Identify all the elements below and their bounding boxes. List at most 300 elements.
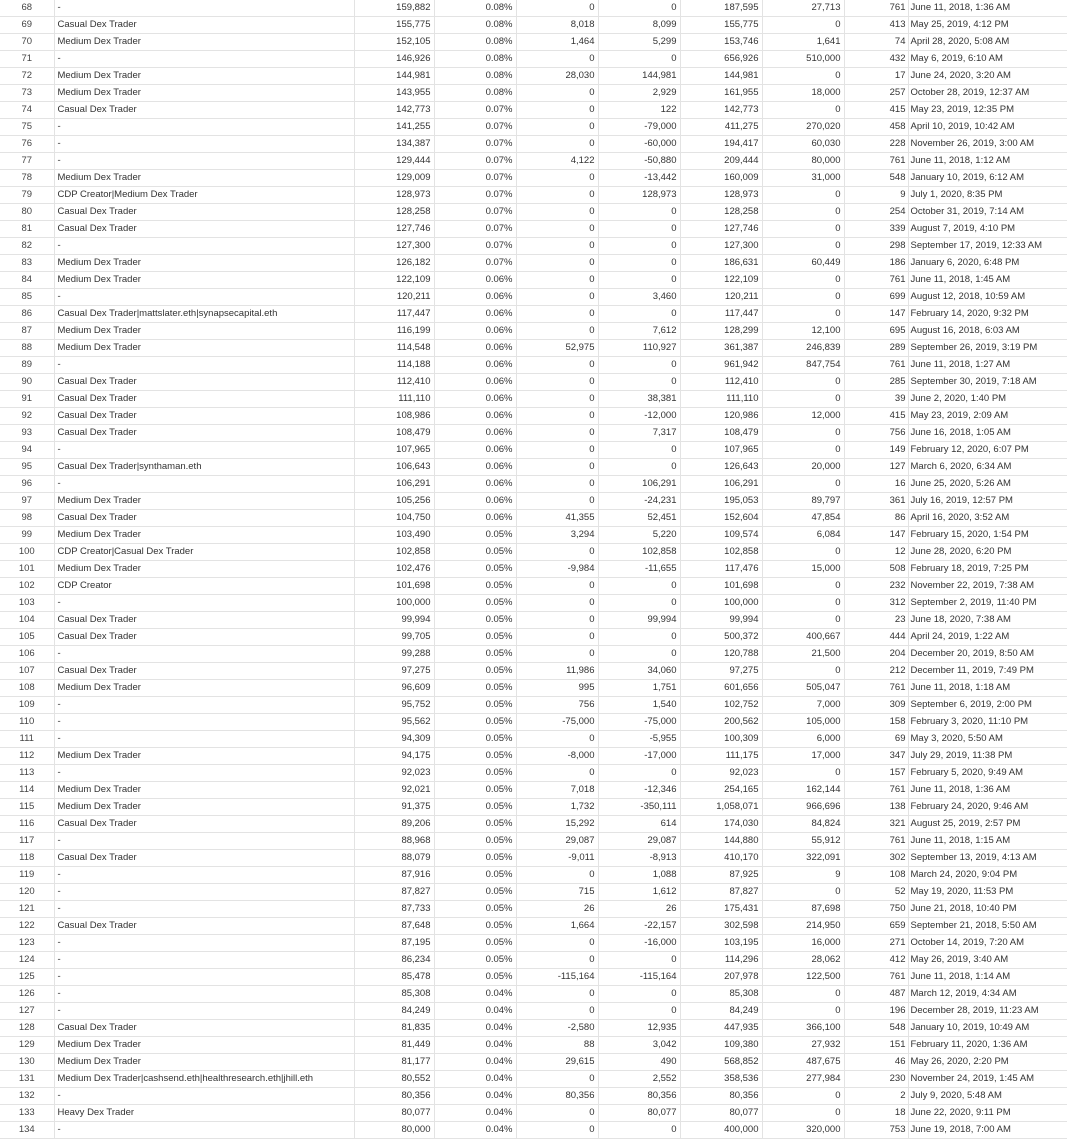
cell-share-percent: 0.06% — [434, 493, 516, 510]
table-row — [0, 867, 1067, 884]
cell-change-b: 0 — [598, 51, 680, 68]
cell-row-index: 131 — [0, 1071, 54, 1088]
cell-change-a: 0 — [516, 595, 598, 612]
cell-change-b: 0 — [598, 459, 680, 476]
cell-share-percent: 0.05% — [434, 544, 516, 561]
cell-row-index: 100 — [0, 544, 54, 561]
cell-change-a: -115,164 — [516, 969, 598, 986]
cell-age-days: 138 — [844, 799, 908, 816]
cell-change-a: 0 — [516, 612, 598, 629]
table-row — [0, 153, 1067, 170]
cell-address-label: - — [54, 357, 354, 374]
cell-total-sent: 400,667 — [762, 629, 844, 646]
cell-first-seen-date: February 15, 2020, 1:54 PM — [908, 527, 1067, 544]
cell-total-received: 120,211 — [680, 289, 762, 306]
cell-change-b: 80,077 — [598, 1105, 680, 1122]
table-row — [0, 646, 1067, 663]
cell-change-b: 0 — [598, 306, 680, 323]
cell-age-days: 9 — [844, 187, 908, 204]
cell-age-days: 339 — [844, 221, 908, 238]
cell-age-days: 695 — [844, 323, 908, 340]
cell-total-sent: 27,713 — [762, 0, 844, 17]
cell-total-received: 102,858 — [680, 544, 762, 561]
cell-total-sent: 0 — [762, 221, 844, 238]
cell-total-sent: 6,084 — [762, 527, 844, 544]
cell-balance: 84,249 — [354, 1003, 434, 1020]
cell-balance: 80,356 — [354, 1088, 434, 1105]
cell-total-received: 84,249 — [680, 1003, 762, 1020]
cell-row-index: 115 — [0, 799, 54, 816]
cell-change-b: 0 — [598, 765, 680, 782]
cell-total-received: 175,431 — [680, 901, 762, 918]
cell-balance: 80,552 — [354, 1071, 434, 1088]
cell-total-received: 80,356 — [680, 1088, 762, 1105]
cell-age-days: 228 — [844, 136, 908, 153]
cell-address-label: - — [54, 714, 354, 731]
table-row — [0, 170, 1067, 187]
cell-row-index: 83 — [0, 255, 54, 272]
cell-total-sent: 270,020 — [762, 119, 844, 136]
cell-total-received: 97,275 — [680, 663, 762, 680]
cell-share-percent: 0.05% — [434, 799, 516, 816]
table-row — [0, 884, 1067, 901]
cell-total-received: 108,479 — [680, 425, 762, 442]
table-row — [0, 1003, 1067, 1020]
cell-change-b: 1,612 — [598, 884, 680, 901]
cell-share-percent: 0.06% — [434, 289, 516, 306]
cell-total-sent: 0 — [762, 595, 844, 612]
cell-age-days: 761 — [844, 272, 908, 289]
cell-change-b: 3,460 — [598, 289, 680, 306]
cell-address-label: Medium Dex Trader — [54, 782, 354, 799]
cell-total-sent: 21,500 — [762, 646, 844, 663]
cell-change-a: -2,580 — [516, 1020, 598, 1037]
table-row — [0, 17, 1067, 34]
cell-address-label: Casual Dex Trader — [54, 204, 354, 221]
cell-address-label: - — [54, 986, 354, 1003]
cell-change-b: 0 — [598, 255, 680, 272]
table-row — [0, 119, 1067, 136]
cell-total-sent: 0 — [762, 68, 844, 85]
cell-total-received: 411,275 — [680, 119, 762, 136]
cell-address-label: Casual Dex Trader|synthaman.eth — [54, 459, 354, 476]
cell-total-received: 111,110 — [680, 391, 762, 408]
cell-change-b: 0 — [598, 221, 680, 238]
cell-age-days: 761 — [844, 153, 908, 170]
cell-first-seen-date: May 19, 2020, 11:53 PM — [908, 884, 1067, 901]
cell-address-label: Casual Dex Trader — [54, 425, 354, 442]
cell-change-a: 11,986 — [516, 663, 598, 680]
cell-change-a: 0 — [516, 1105, 598, 1122]
cell-address-label: - — [54, 935, 354, 952]
cell-share-percent: 0.07% — [434, 102, 516, 119]
cell-row-index: 103 — [0, 595, 54, 612]
cell-age-days: 761 — [844, 782, 908, 799]
cell-balance: 87,648 — [354, 918, 434, 935]
table-row — [0, 221, 1067, 238]
cell-change-a: 0 — [516, 1122, 598, 1139]
table-row — [0, 731, 1067, 748]
cell-age-days: 149 — [844, 442, 908, 459]
cell-change-b: 0 — [598, 578, 680, 595]
cell-change-b: 490 — [598, 1054, 680, 1071]
table-row — [0, 986, 1067, 1003]
cell-age-days: 39 — [844, 391, 908, 408]
cell-first-seen-date: February 5, 2020, 9:49 AM — [908, 765, 1067, 782]
cell-change-a: 0 — [516, 357, 598, 374]
cell-total-sent: 0 — [762, 476, 844, 493]
cell-row-index: 86 — [0, 306, 54, 323]
cell-age-days: 415 — [844, 102, 908, 119]
cell-change-b: -79,000 — [598, 119, 680, 136]
cell-total-received: 80,077 — [680, 1105, 762, 1122]
cell-age-days: 415 — [844, 408, 908, 425]
table-row — [0, 136, 1067, 153]
cell-share-percent: 0.05% — [434, 969, 516, 986]
cell-first-seen-date: October 31, 2019, 7:14 AM — [908, 204, 1067, 221]
cell-balance: 80,000 — [354, 1122, 434, 1139]
cell-row-index: 120 — [0, 884, 54, 901]
cell-change-b: 0 — [598, 646, 680, 663]
table-row — [0, 476, 1067, 493]
cell-age-days: 753 — [844, 1122, 908, 1139]
cell-total-sent: 16,000 — [762, 935, 844, 952]
table-row — [0, 1020, 1067, 1037]
cell-share-percent: 0.04% — [434, 1122, 516, 1139]
cell-balance: 106,643 — [354, 459, 434, 476]
cell-address-label: - — [54, 0, 354, 17]
cell-address-label: Casual Dex Trader — [54, 1020, 354, 1037]
cell-age-days: 309 — [844, 697, 908, 714]
cell-change-a: 29,087 — [516, 833, 598, 850]
cell-age-days: 127 — [844, 459, 908, 476]
cell-age-days: 432 — [844, 51, 908, 68]
cell-address-label: Medium Dex Trader — [54, 255, 354, 272]
cell-row-index: 97 — [0, 493, 54, 510]
cell-total-received: 128,299 — [680, 323, 762, 340]
cell-first-seen-date: June 22, 2020, 9:11 PM — [908, 1105, 1067, 1122]
cell-age-days: 361 — [844, 493, 908, 510]
cell-first-seen-date: January 6, 2020, 6:48 PM — [908, 255, 1067, 272]
cell-first-seen-date: May 25, 2019, 4:12 PM — [908, 17, 1067, 34]
cell-address-label: CDP Creator|Medium Dex Trader — [54, 187, 354, 204]
cell-age-days: 413 — [844, 17, 908, 34]
table-row — [0, 680, 1067, 697]
table-row — [0, 238, 1067, 255]
cell-change-b: 7,317 — [598, 425, 680, 442]
table-row — [0, 272, 1067, 289]
cell-row-index: 85 — [0, 289, 54, 306]
cell-change-b: 26 — [598, 901, 680, 918]
cell-address-label: Medium Dex Trader — [54, 680, 354, 697]
cell-change-b: 106,291 — [598, 476, 680, 493]
cell-first-seen-date: April 28, 2020, 5:08 AM — [908, 34, 1067, 51]
table-row — [0, 374, 1067, 391]
cell-balance: 99,288 — [354, 646, 434, 663]
cell-total-sent: 87,698 — [762, 901, 844, 918]
cell-balance: 155,775 — [354, 17, 434, 34]
table-row — [0, 204, 1067, 221]
cell-row-index: 69 — [0, 17, 54, 34]
table-row — [0, 391, 1067, 408]
cell-change-a: 0 — [516, 544, 598, 561]
cell-age-days: 196 — [844, 1003, 908, 1020]
cell-change-a: 0 — [516, 187, 598, 204]
cell-row-index: 78 — [0, 170, 54, 187]
cell-change-a: 4,122 — [516, 153, 598, 170]
cell-change-b: 1,751 — [598, 680, 680, 697]
cell-age-days: 312 — [844, 595, 908, 612]
cell-total-sent: 0 — [762, 204, 844, 221]
cell-balance: 91,375 — [354, 799, 434, 816]
cell-total-received: 209,444 — [680, 153, 762, 170]
cell-total-sent: 0 — [762, 238, 844, 255]
table-row — [0, 34, 1067, 51]
cell-balance: 111,110 — [354, 391, 434, 408]
cell-address-label: - — [54, 289, 354, 306]
cell-change-a: 0 — [516, 0, 598, 17]
cell-total-sent: 0 — [762, 442, 844, 459]
table-row — [0, 0, 1067, 17]
cell-total-received: 400,000 — [680, 1122, 762, 1139]
cell-first-seen-date: June 25, 2020, 5:26 AM — [908, 476, 1067, 493]
cell-share-percent: 0.06% — [434, 374, 516, 391]
cell-balance: 87,827 — [354, 884, 434, 901]
cell-share-percent: 0.08% — [434, 17, 516, 34]
cell-change-b: 0 — [598, 204, 680, 221]
cell-first-seen-date: February 24, 2020, 9:46 AM — [908, 799, 1067, 816]
cell-change-a: 0 — [516, 731, 598, 748]
cell-total-received: 152,604 — [680, 510, 762, 527]
cell-balance: 102,858 — [354, 544, 434, 561]
cell-change-b: 0 — [598, 0, 680, 17]
cell-row-index: 96 — [0, 476, 54, 493]
cell-change-b: 38,381 — [598, 391, 680, 408]
cell-balance: 87,195 — [354, 935, 434, 952]
cell-total-received: 107,965 — [680, 442, 762, 459]
cell-change-a: 715 — [516, 884, 598, 901]
table-row — [0, 918, 1067, 935]
cell-share-percent: 0.05% — [434, 629, 516, 646]
cell-first-seen-date: June 24, 2020, 3:20 AM — [908, 68, 1067, 85]
cell-address-label: Medium Dex Trader — [54, 493, 354, 510]
cell-address-label: - — [54, 969, 354, 986]
cell-first-seen-date: May 23, 2019, 2:09 AM — [908, 408, 1067, 425]
cell-first-seen-date: June 11, 2018, 1:18 AM — [908, 680, 1067, 697]
table-row — [0, 306, 1067, 323]
cell-first-seen-date: September 17, 2019, 12:33 AM — [908, 238, 1067, 255]
cell-row-index: 81 — [0, 221, 54, 238]
cell-total-sent: 55,912 — [762, 833, 844, 850]
cell-total-received: 155,775 — [680, 17, 762, 34]
cell-share-percent: 0.06% — [434, 272, 516, 289]
cell-row-index: 98 — [0, 510, 54, 527]
cell-change-a: 0 — [516, 391, 598, 408]
cell-change-b: 0 — [598, 442, 680, 459]
cell-row-index: 101 — [0, 561, 54, 578]
cell-total-sent: 487,675 — [762, 1054, 844, 1071]
cell-first-seen-date: July 16, 2019, 12:57 PM — [908, 493, 1067, 510]
cell-first-seen-date: June 2, 2020, 1:40 PM — [908, 391, 1067, 408]
cell-total-sent: 0 — [762, 374, 844, 391]
cell-total-sent: 12,000 — [762, 408, 844, 425]
cell-first-seen-date: May 26, 2019, 3:40 AM — [908, 952, 1067, 969]
cell-share-percent: 0.06% — [434, 459, 516, 476]
cell-balance: 143,955 — [354, 85, 434, 102]
cell-share-percent: 0.04% — [434, 986, 516, 1003]
cell-row-index: 99 — [0, 527, 54, 544]
cell-share-percent: 0.06% — [434, 306, 516, 323]
table-row — [0, 493, 1067, 510]
cell-change-a: 3,294 — [516, 527, 598, 544]
cell-total-received: 127,746 — [680, 221, 762, 238]
cell-change-a: 0 — [516, 867, 598, 884]
cell-change-a: -8,000 — [516, 748, 598, 765]
cell-total-received: 144,981 — [680, 68, 762, 85]
cell-total-received: 153,746 — [680, 34, 762, 51]
cell-balance: 112,410 — [354, 374, 434, 391]
cell-age-days: 756 — [844, 425, 908, 442]
cell-age-days: 147 — [844, 527, 908, 544]
table-row — [0, 1071, 1067, 1088]
cell-change-a: 26 — [516, 901, 598, 918]
cell-first-seen-date: October 14, 2019, 7:20 AM — [908, 935, 1067, 952]
cell-total-sent: 0 — [762, 391, 844, 408]
cell-address-label: - — [54, 136, 354, 153]
cell-first-seen-date: September 13, 2019, 4:13 AM — [908, 850, 1067, 867]
cell-share-percent: 0.05% — [434, 935, 516, 952]
cell-row-index: 109 — [0, 697, 54, 714]
cell-total-received: 100,000 — [680, 595, 762, 612]
cell-address-label: - — [54, 765, 354, 782]
cell-change-b: 0 — [598, 272, 680, 289]
cell-total-received: 102,752 — [680, 697, 762, 714]
cell-share-percent: 0.08% — [434, 51, 516, 68]
cell-total-sent: 84,824 — [762, 816, 844, 833]
cell-total-sent: 277,984 — [762, 1071, 844, 1088]
cell-share-percent: 0.06% — [434, 340, 516, 357]
cell-share-percent: 0.05% — [434, 816, 516, 833]
cell-share-percent: 0.07% — [434, 187, 516, 204]
cell-row-index: 79 — [0, 187, 54, 204]
cell-age-days: 289 — [844, 340, 908, 357]
cell-first-seen-date: June 11, 2018, 1:45 AM — [908, 272, 1067, 289]
cell-address-label: Medium Dex Trader — [54, 1037, 354, 1054]
cell-age-days: 548 — [844, 1020, 908, 1037]
cell-total-sent: 0 — [762, 765, 844, 782]
cell-row-index: 122 — [0, 918, 54, 935]
cell-change-b: 5,299 — [598, 34, 680, 51]
cell-row-index: 119 — [0, 867, 54, 884]
cell-address-label: Medium Dex Trader — [54, 272, 354, 289]
cell-first-seen-date: August 25, 2019, 2:57 PM — [908, 816, 1067, 833]
cell-age-days: 158 — [844, 714, 908, 731]
table-row — [0, 799, 1067, 816]
cell-change-a: 0 — [516, 238, 598, 255]
cell-change-a: 0 — [516, 323, 598, 340]
table-row — [0, 969, 1067, 986]
cell-share-percent: 0.04% — [434, 1105, 516, 1122]
cell-share-percent: 0.08% — [434, 34, 516, 51]
cell-first-seen-date: July 29, 2019, 11:38 PM — [908, 748, 1067, 765]
cell-first-seen-date: December 20, 2019, 8:50 AM — [908, 646, 1067, 663]
cell-address-label: - — [54, 901, 354, 918]
cell-total-received: 656,926 — [680, 51, 762, 68]
table-row — [0, 323, 1067, 340]
cell-age-days: 508 — [844, 561, 908, 578]
cell-first-seen-date: March 24, 2020, 9:04 PM — [908, 867, 1067, 884]
cell-address-label: Medium Dex Trader — [54, 527, 354, 544]
cell-change-a: 0 — [516, 935, 598, 952]
cell-first-seen-date: May 23, 2019, 12:35 PM — [908, 102, 1067, 119]
cell-total-received: 1,058,071 — [680, 799, 762, 816]
cell-total-received: 128,973 — [680, 187, 762, 204]
cell-balance: 116,199 — [354, 323, 434, 340]
cell-change-a: 29,615 — [516, 1054, 598, 1071]
cell-total-sent: 510,000 — [762, 51, 844, 68]
cell-change-a: 41,355 — [516, 510, 598, 527]
cell-address-label: Medium Dex Trader — [54, 1054, 354, 1071]
cell-change-b: -24,231 — [598, 493, 680, 510]
cell-row-index: 113 — [0, 765, 54, 782]
cell-age-days: 347 — [844, 748, 908, 765]
cell-share-percent: 0.07% — [434, 153, 516, 170]
cell-address-label: Medium Dex Trader — [54, 170, 354, 187]
table-row — [0, 85, 1067, 102]
cell-share-percent: 0.07% — [434, 238, 516, 255]
cell-total-sent: 0 — [762, 1105, 844, 1122]
cell-total-sent: 0 — [762, 289, 844, 306]
cell-change-b: -11,655 — [598, 561, 680, 578]
table-row — [0, 544, 1067, 561]
cell-total-received: 122,109 — [680, 272, 762, 289]
cell-first-seen-date: July 9, 2020, 5:48 AM — [908, 1088, 1067, 1105]
table-row — [0, 714, 1067, 731]
cell-total-received: 601,656 — [680, 680, 762, 697]
cell-balance: 95,562 — [354, 714, 434, 731]
cell-change-b: 0 — [598, 952, 680, 969]
cell-change-a: -75,000 — [516, 714, 598, 731]
cell-first-seen-date: March 6, 2020, 6:34 AM — [908, 459, 1067, 476]
cell-row-index: 114 — [0, 782, 54, 799]
cell-change-a: 0 — [516, 646, 598, 663]
cell-total-received: 447,935 — [680, 1020, 762, 1037]
table-row — [0, 408, 1067, 425]
cell-change-a: 0 — [516, 136, 598, 153]
cell-address-label: Medium Dex Trader — [54, 561, 354, 578]
cell-change-b: 3,042 — [598, 1037, 680, 1054]
cell-share-percent: 0.08% — [434, 0, 516, 17]
cell-balance: 81,177 — [354, 1054, 434, 1071]
cell-change-a: 1,664 — [516, 918, 598, 935]
cell-change-b: 0 — [598, 374, 680, 391]
cell-row-index: 91 — [0, 391, 54, 408]
cell-balance: 101,698 — [354, 578, 434, 595]
cell-row-index: 88 — [0, 340, 54, 357]
cell-balance: 81,449 — [354, 1037, 434, 1054]
cell-change-b: 12,935 — [598, 1020, 680, 1037]
cell-row-index: 74 — [0, 102, 54, 119]
cell-total-received: 120,986 — [680, 408, 762, 425]
cell-change-b: -13,442 — [598, 170, 680, 187]
cell-share-percent: 0.05% — [434, 578, 516, 595]
cell-address-label: - — [54, 119, 354, 136]
cell-share-percent: 0.05% — [434, 901, 516, 918]
cell-address-label: Medium Dex Trader — [54, 340, 354, 357]
cell-total-received: 207,978 — [680, 969, 762, 986]
cell-change-a: 1,732 — [516, 799, 598, 816]
cell-change-a: 0 — [516, 289, 598, 306]
